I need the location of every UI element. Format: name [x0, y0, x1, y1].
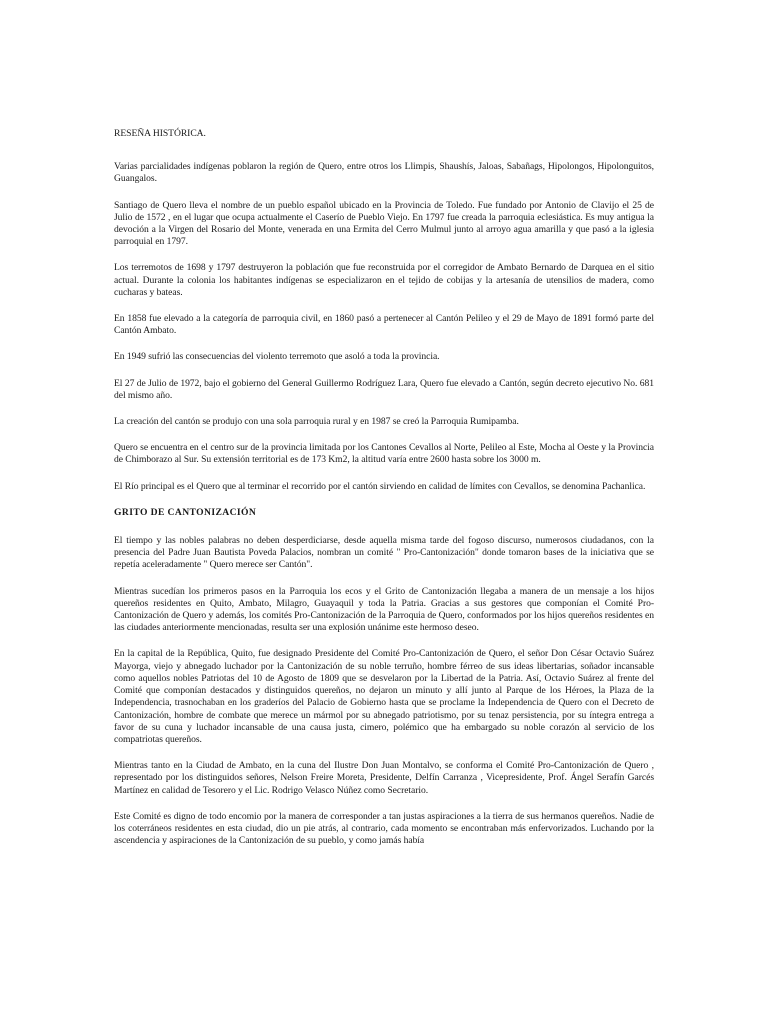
section-title: GRITO DE CANTONIZACIÓN — [114, 506, 257, 518]
paragraph: Varias parcialidades indígenas poblaron la región de Quero, entre otros los Llimpis, Shaushís, Jaloas, Sabañags, Hipolongos, Hipolonguitos, Guangalos. — [114, 161, 654, 185]
document-title: RESEÑA HISTÓRICA. — [114, 128, 206, 139]
document-body — [114, 128, 654, 861]
paragraph: El Río principal es el Quero que al terminar el recorrido por el cantón sirviendo en calidad de límites con Cevallos, se denomina Pachanlica. — [114, 480, 646, 492]
paragraph: Este Comité es digno de todo encomio por la manera de corresponder a tan justas aspiraciones a la tierra de sus hermanos quereños. Nadie de los coterráneos residentes en esta ciudad, dio un pie atrás, al contrario, cada momento se encontraban más enfervorizados. Luchando por la ascendencia y aspiraciones de la Cantonización de su pueblo, y como jamás había — [114, 810, 654, 847]
paragraph: Santiago de Quero lleva el nombre de un pueblo español ubicado en la Provincia de Toledo. Fue fundado por Antonio de Clavijo el 25 de Julio de 1572 , en el lugar que ocupa actualmente el Caserío de Pueblo Viejo. En 1797 fue creada la parroquia eclesiástica. Es muy antigua la devoción a la Virgen del Rosario del Monte, venerada en una Ermita del Cerro Mulmul junto al arroyo agua amarilla y que pasó a la iglesia parroquial en 1797. — [114, 199, 654, 248]
paragraph: En 1858 fue elevado a la categoría de parroquia civil, en 1860 pasó a pertenecer al Cantón Pelileo y el 29 de Mayo de 1891 formó parte del Cantón Ambato. — [114, 313, 654, 337]
paragraph: Mientras tanto en la Ciudad de Ambato, en la cuna del Ilustre Don Juan Montalvo, se conforma el Comité Pro-Cantonización de Quero , representado por los distinguidos señores, Nelson Freire Moreta, Presidente, Delfín Carranza , Vicepresidente, Prof. Ángel Serafín Garcés Martínez en calidad de Tesorero y el Lic. Rodrigo Velasco Núñez como Secretario. — [114, 760, 654, 796]
paragraph: En 1949 sufrió las consecuencias del violento terremoto que asoló a toda la provincia. — [114, 351, 440, 363]
paragraph: En la capital de la República, Quito, fue designado Presidente del Comité Pro-Cantonización de Quero, el señor Don César Octavio Suárez Mayorga, viejo y abnegado luchador por la Cantonización de su noble terruño, hombre férreo de sus ideas libertarias, soñador incansable como aquellos nobles Patriotas del 10 de Agosto de 1809 que se desvelaron por la Libertad de la Patria. Así, Octavio Suárez al frente del Comité que componían destacados y distinguidos quereños, no dejaron un minuto y allí junto al Parque de los Héroes, la Plaza de la Independencia, trasnochaban en los graderíos del Palacio de Gobierno hasta que se proclame la Independencia de Quero con el Decreto de Cantonización, hombre de combate que merece un mármol por su abnegado patriotismo, por su tenaz persistencia, por su íntegra entrega a favor de su cuna y luchador incansable de una causa justa, cimero, polémico que ha embargado su noble corazón al servicio de los compatriotas quereños. — [114, 648, 654, 745]
paragraph: El 27 de Julio de 1972, bajo el gobierno del General Guillermo Rodríguez Lara, Quero fue elevado a Cantón, según decreto ejecutivo No. 681 del mismo año. — [114, 377, 654, 401]
paragraph: Mientras sucedían los primeros pasos en la Parroquia los ecos y el Grito de Cantonización llegaba a manera de un mensaje a los hijos quereños residentes en Quito, Ambato, Milagro, Guayaquil y toda la Patria. Gracias a sus gestores que componían el Comité Pro-Cantonización de Quero y además, los comités Pro-Cantonización de la Parroquia de Quero, conformados por los hijos quereños residentes en las ciudades anteriormente mencionadas, resulta ser una explosión unánime este hermoso deseo. — [114, 585, 654, 634]
paragraph: Los terremotos de 1698 y 1797 destruyeron la población que fue reconstruida por el corregidor de Ambato Bernardo de Darquea en el sitio actual. Durante la colonia los habitantes indígenas se especializaron en el tejido de cobijas y la artesanía de utensilios de madera, como cucharas y bateas. — [114, 262, 654, 298]
paragraph: Quero se encuentra en el centro sur de la provincia limitada por los Cantones Cevallos al Norte, Pelileo al Este, Mocha al Oeste y la Provincia de Chimborazo al Sur. Su extensión territorial es de 173 Km2, la altitud varía entre 2600 hasta sobre los 3000 m. — [114, 442, 654, 466]
paragraph: El tiempo y las nobles palabras no deben desperdiciarse, desde aquella misma tarde del fogoso discurso, numerosos ciudadanos, con la presencia del Padre Juan Bautista Poveda Palacios, nombran un comité " Pro-Cantonización" donde tomaron bases de la iniciativa que se repetía aceleradamente " Quero merece ser Cantón". — [114, 535, 654, 571]
paragraph: La creación del cantón se produjo con una sola parroquia rural y en 1987 se creó la Parroquia Rumipamba. — [114, 416, 519, 428]
